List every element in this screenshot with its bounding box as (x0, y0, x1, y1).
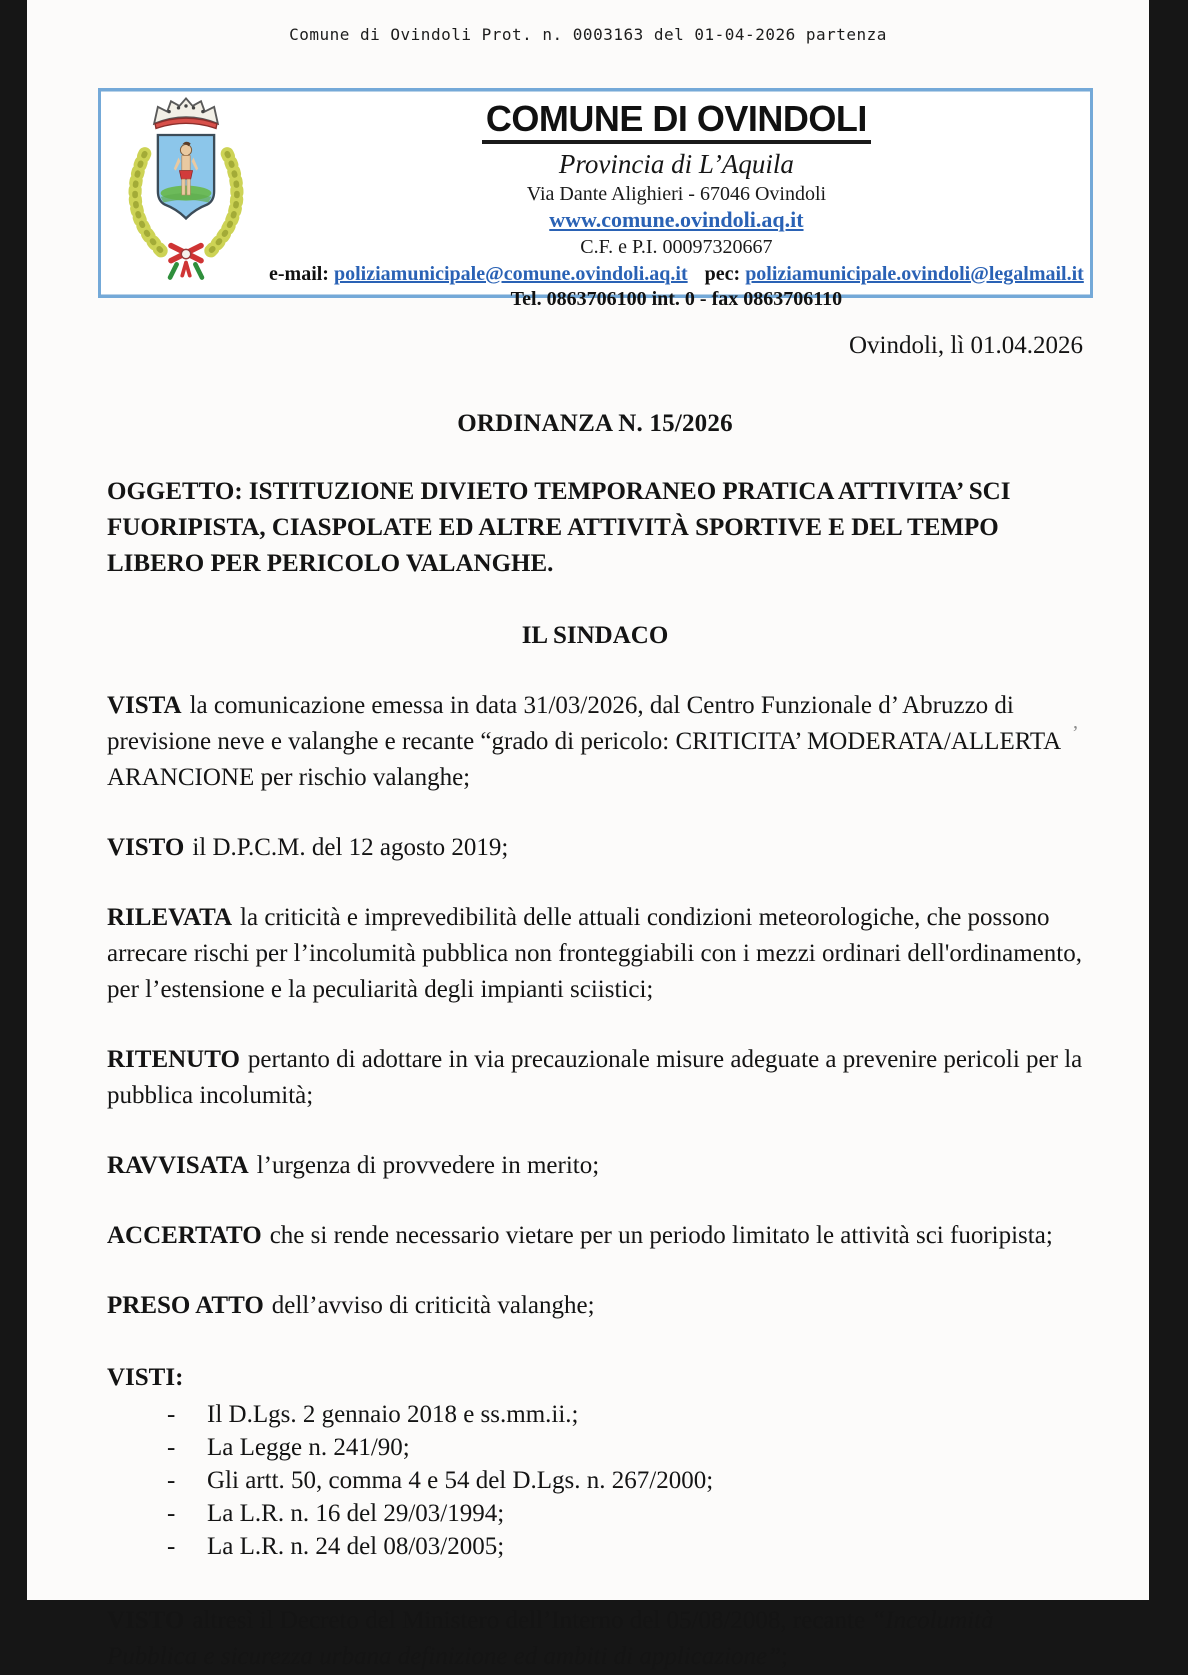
municipal-crest (101, 91, 269, 300)
dash-bullet: - (167, 1434, 176, 1461)
dash-bullet: - (167, 1533, 176, 1560)
dash-bullet: - (167, 1500, 176, 1527)
letterhead-text-block (269, 91, 1114, 311)
issuer-heading: IL SINDACO (521, 622, 669, 649)
recital-lead: ACCERTATO (107, 1222, 262, 1249)
recital-text: la comunicazione emessa in data 31/03/2026, dal Centro Funzionale d’ Abruzzo di previsione neve e valanghe e recante “grado di pericolo: CRITICITA’ MODERATA/ALLERTA ARANCIONE per rischio valanghe; (107, 692, 1060, 791)
list-item-text: La L.R. n. 24 del 08/03/2005; (207, 1533, 505, 1560)
email-link[interactable]: poliziamunicipale@comune.ovindoli.aq.it (333, 262, 688, 285)
recital-lead: VISTO (107, 1607, 185, 1634)
recital-rilevata (107, 900, 1083, 1008)
recital-text: altresì il Decreto del Ministero dell’Interno del 05/08/2008, recante (192, 1607, 872, 1634)
email-pec-line (269, 263, 1084, 285)
dash-bullet: - (167, 1467, 176, 1494)
list-item (107, 1398, 1083, 1431)
recital-lead: RAVVISATA (107, 1152, 249, 1179)
email-label: e-mail: (269, 262, 329, 285)
protocol-stamp-line: Comune di Ovindoli Prot. n. 0003163 del 01-04-2026 partenza (289, 25, 887, 44)
list-item (107, 1530, 1083, 1563)
recital-visto-decreto (107, 1603, 1083, 1675)
recital-text: l’urgenza di provvedere in merito; (256, 1152, 600, 1179)
list-item-text: Il D.Lgs. 2 gennaio 2018 e ss.mm.ii.; (207, 1401, 579, 1428)
recital-lead: VISTO (107, 834, 185, 861)
recital-text: che si rende necessario vietare per un periodo limitato le attività sci fuoripista; (269, 1222, 1053, 1249)
place-date-line: Ovindoli, lì 01.04.2026 (848, 332, 1083, 359)
recital-text: il D.P.C.M. del 12 agosto 2019; (192, 834, 509, 861)
ordinance-number-heading: ORDINANZA N. 15/2026 (457, 410, 733, 437)
list-item (107, 1431, 1083, 1464)
subject-paragraph: OGGETTO: ISTITUZIONE DIVIETO TEMPORANEO PRATICA ATTIVITA’ SCI FUORIPISTA, CIASPOLATE ED ALTRE ATTIVITÀ SPORTIVE E DEL TEMPO LIBERO PER PERICOLO VALANGHE. (107, 478, 1011, 577)
ordinance-body (107, 406, 1083, 1675)
pec-link[interactable]: poliziamunicipale.ovindoli@legalmail.it (745, 262, 1084, 285)
list-item (107, 1464, 1083, 1497)
visti-list (107, 1398, 1083, 1563)
list-item-text: La Legge n. 241/90; (207, 1434, 410, 1461)
recital-accertato (107, 1218, 1083, 1254)
pec-label: pec: (704, 262, 741, 285)
recital-lead: VISTA (107, 692, 182, 719)
list-item-text: Gli artt. 50, comma 4 e 54 del D.Lgs. n. 267/2000; (207, 1467, 714, 1494)
recital-tail: ; (781, 1643, 788, 1670)
recital-lead: RITENUTO (107, 1046, 240, 1073)
recital-ritenuto (107, 1042, 1083, 1114)
recital-text: pertanto di adottare in via precauzionale misure adeguate a prevenire pericoli per la pubblica incolumità; (107, 1046, 1083, 1109)
quoted-decree-title: “Incolumità Pubblica e sicurezza urbana definizione ed ambiti di applicazione” (107, 1607, 994, 1670)
province-line: Provincia di L’Aquila (558, 149, 794, 180)
list-item (107, 1497, 1083, 1530)
list-item-text: La L.R. n. 16 del 29/03/1994; (207, 1500, 505, 1527)
comune-title: COMUNE DI OVINDOLI (482, 99, 871, 144)
recital-text: dell’avviso di criticità valanghe; (271, 1292, 595, 1319)
website-link[interactable]: www.comune.ovindoli.aq.it (549, 206, 804, 232)
visti-heading: VISTI: (107, 1364, 184, 1391)
recital-preso-atto (107, 1288, 1083, 1324)
recital-lead: PRESO ATTO (107, 1292, 264, 1319)
coat-of-arms-icon (111, 95, 261, 295)
recital-ravvisata (107, 1148, 1083, 1184)
address-line: Via Dante Alighieri - 67046 Ovindoli (526, 182, 827, 205)
recital-text: la criticità e imprevedibilità delle attuali condizioni meteorologiche, che possono arrecare rischi per l’incolumità pubblica non fronteggiabili con i mezzi ordinari dell'ordinamento, per l’estensione e la peculiarità degli impianti sciistici; (107, 904, 1082, 1003)
recital-visto-dpcm (107, 830, 1083, 866)
scanned-document-page (27, 0, 1149, 1670)
recital-vista (107, 688, 1083, 796)
recital-lead: RILEVATA (107, 904, 233, 931)
scan-artifact: ’ (1072, 722, 1079, 744)
letterhead-box (98, 88, 1093, 311)
fiscal-code-line: C.F. e P.I. 00097320667 (580, 235, 773, 258)
phone-fax-line: Tel. 0863706100 int. 0 - fax 0863706110 (510, 288, 843, 311)
dash-bullet: - (167, 1401, 176, 1428)
